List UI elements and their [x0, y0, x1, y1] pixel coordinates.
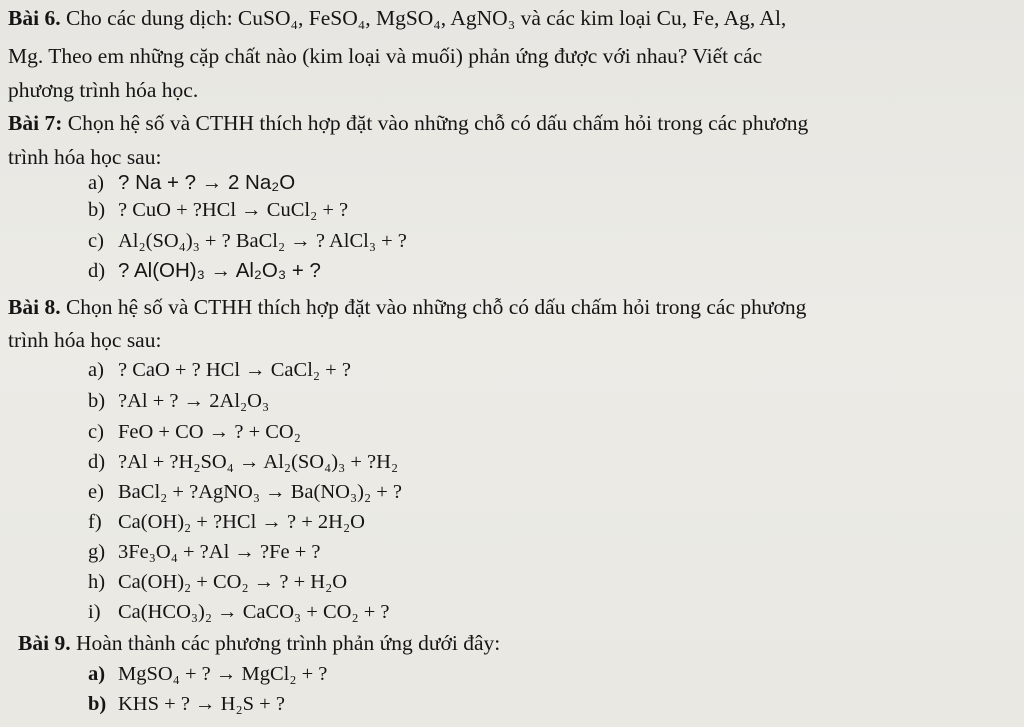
exercise-7-line-1: Bài 7: Chọn hệ số và CTHH thích hợp đặt vào những chỗ có dấu chấm hỏi trong các phương [8, 111, 809, 135]
exercise-7-equation-a: a) ? Na + ? → 2 Na₂O [88, 171, 296, 194]
exercise-7-equation-c: c) Al₂(SO₄)₃ + ? BaCl₂ → ? AlCl₃ + ? [88, 230, 407, 252]
exercise-8-equation-h: h) Ca(OH)₂ + CO₂ → ? + H₂O [88, 571, 348, 593]
exercise-6-line-2: Mg. Theo em những cặp chất nào (kim loại và muối) phản ứng được với nhau? Viết các [8, 44, 763, 68]
exercise-8-equation-a: a) ? CaO + ? HCl → CaCl₂ + ? [88, 359, 351, 381]
exercise-6-title: Bài 6. [8, 6, 61, 30]
exercise-9-equation-b: b) KHS + ? → H₂S + ? [88, 693, 285, 715]
exercise-7-line-2: trình hóa học sau: [8, 145, 162, 169]
exercise-8-equation-c: c) FeO + CO → ? + CO₂ [88, 421, 301, 443]
exercise-8-line-1: Bài 8. Chọn hệ số và CTHH thích hợp đặt vào những chỗ có dấu chấm hỏi trong các phương [8, 295, 807, 319]
exercise-7-equation-d: d) ? Al(OH)₃ → Al₂O₃ + ? [88, 259, 321, 282]
exercise-8-equation-g: g) 3Fe₃O₄ + ?Al → ?Fe + ? [88, 541, 321, 563]
exercise-8-equation-d: d) ?Al + ?H₂SO₄ → Al₂(SO₄)₃ + ?H₂ [88, 451, 399, 473]
exercise-7-title: Bài 7: [8, 111, 63, 135]
exercise-8-line-2: trình hóa học sau: [8, 328, 162, 352]
exercise-6-line-3: phương trình hóa học. [8, 78, 199, 102]
exercise-6-line-1: Bài 6. Cho các dung dịch: CuSO₄, FeSO₄, MgSO₄, AgNO₃ và các kim loại Cu, Fe, Ag, Al, [8, 6, 787, 30]
exercise-9-title: Bài 9. [18, 631, 71, 655]
exercise-7-equation-b: b) ? CuO + ?HCl → CuCl₂ + ? [88, 199, 349, 221]
exercise-8-equation-f: f) Ca(OH)₂ + ?HCl → ? + 2H₂O [88, 511, 365, 533]
exercise-8-equation-b: b) ?Al + ? → 2Al₂O₃ [88, 390, 270, 412]
exercise-9-line-1: Bài 9. Hoàn thành các phương trình phản ứng dưới đây: [18, 631, 501, 655]
exercise-8-equation-i: i) Ca(HCO₃)₂ → CaCO₃ + CO₂ + ? [88, 601, 390, 623]
exercise-8-title: Bài 8. [8, 295, 61, 319]
exercise-8-equation-e: e) BaCl₂ + ?AgNO₃ → Ba(NO₃)₂ + ? [88, 481, 402, 503]
exercise-9-equation-a: a) MgSO₄ + ? → MgCl₂ + ? [88, 663, 328, 685]
